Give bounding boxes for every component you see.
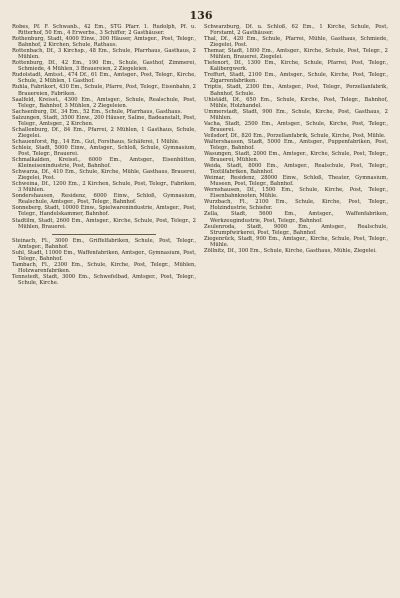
gazetteer-entry: Schallenburg, Df., 84 Em., Pfarrei, 2 Mühlen, 1 Gasthaus, Schule, Ziegelei.: [12, 126, 196, 139]
gazetteer-entry: Rottenburg, Df., 42 Em., 190 Em., Schule, Gasthof, Zimmerei, Schmiede, 4 Mühlen, 3 Brauereien, 2 Ziegeleien.: [12, 60, 196, 73]
gazetteer-entry: Rudolstadt, Amtsst., 474 Df., 61 Em., Amtsger., Post, Telegr., Kirche, Schule, 2 Mühlen, 1 Gasthof.: [12, 72, 196, 85]
text-columns: [12, 24, 390, 590]
gazetteer-entry: Wasungen, Stadt, 2000 Em., Amtsger., Kirche, Schule, Post, Telegr., Brauerei, Mühlen.: [204, 150, 388, 164]
gazetteer-entry: Zella, Stadt, 5600 Em., Amtsger., Waffenfabriken, Werkzeugindustrie, Post, Telegr., Bahnhof.: [204, 211, 388, 224]
gazetteer-entry: Sonneberg, Stadt, 10000 Einw., Spielwarenindustrie, Amtsger., Post, Telegr., Handelskammer, Bahnhof.: [12, 205, 196, 218]
gazetteer-entry: Sondershausen, Residenz, 6000 Einw., Schloß, Gymnasium, Realschule, Amtsger., Post, Telegr., Bahnhof.: [12, 193, 196, 206]
gazetteer-entry: Schweina, Df., 1200 Em., 2 Kirchen, Schule, Post, Telegr., Fabriken, 3 Mühlen.: [12, 181, 196, 194]
gazetteer-entry: Ummerstadt, Stadt, 900 Em., Schule, Kirche, Post, Gasthaus, 2 Mühlen.: [204, 108, 388, 121]
left-column: [12, 24, 196, 590]
gazetteer-entry: Suhl, Stadt, 11000 Em., Waffenfabriken, Amtsger., Gymnasium, Post, Telegr., Bahnhof.: [12, 249, 196, 262]
gazetteer-entry: Schwarzburg, Df. u. Schloß, 62 Em., 1 Kirche, Schule, Post, Forstamt, 2 Gasthäuser.: [204, 24, 388, 37]
gazetteer-entry: Zöllnitz, Df., 300 Em., Schule, Kirche, Gasthaus, Mühle, Ziegelei.: [204, 247, 377, 254]
gazetteer-entry: Schmalkalden, Kreisst., 6000 Em., Amtsger., Eisenhütten, Kleineisenindustrie, Post, Bahnhof.: [12, 157, 196, 170]
gazetteer-entry: Tiefenort, Df., 1300 Em., Kirche, Schule, Pfarrei, Post, Telegr., Kalibergwerk.: [204, 60, 388, 73]
gazetteer-entry: Ruhla, Fabrikort, 430 Em., Schule, Pfarre, Post, Telegr., Eisenbahn, 2 Brauereien, Fabriken.: [12, 84, 196, 97]
gazetteer-entry: Wernshausen, Df., 1500 Em., Schule, Kirche, Post, Telegr., Eisenbahnknoten, Mühle.: [204, 187, 388, 200]
gazetteer-entry: Uhlstädt, Df., 650 Em., Schule, Kirche, Post, Telegr., Bahnhof, Mühle, Holzhandel.: [204, 96, 388, 109]
gazetteer-entry: Waltershausen, Stadt, 5000 Em., Amtsger., Puppenfabriken, Post, Telegr., Bahnhof.: [204, 138, 388, 151]
gazetteer-entry: Stadtilm, Stadt, 2600 Em., Amtsger., Kirche, Schule, Post, Telegr., 2 Mühlen, Brauerei.: [12, 217, 196, 230]
gazetteer-entry: Sachsenburg, Df., 34 Em., 52 Em., Schule, Pfarrhaus, Gasthaus.: [12, 108, 183, 115]
gazetteer-entry: Steinach, Fl., 3000 Em., Griffelfabriken, Schule, Post, Telegr., Amtsger., Bahnhof.: [12, 237, 196, 250]
gazetteer-entry: Rothenburg, Stadt, 4000 Einw., 300 Häuser, Amtsger., Post, Telegr., Bahnhof, 2 Kirchen, Schule, Rathaus.: [12, 36, 196, 49]
gazetteer-entry: Saalfeld, Kreisst., 4300 Em., Amtsger., Schule, Realschule, Post, Telegr., Bahnhof, 3 Mühlen, 2 Ziegeleien.: [12, 96, 196, 109]
gazetteer-entry: Vacha, Stadt, 2500 Em., Amtsger., Schule, Kirche, Post, Telegr., Brauerei.: [204, 120, 388, 133]
gazetteer-entry: Weida, Stadt, 8000 Em., Amtsger., Realschule, Post, Telegr., Textilfabriken, Bahnhof.: [204, 163, 388, 176]
gazetteer-entry: Tambach, Fl., 2300 Em., Schule, Kirche, Post, Telegr., Mühlen, Holzwarenfabriken.: [12, 261, 196, 274]
page-number: 136: [189, 9, 213, 22]
section-divider: [52, 234, 156, 235]
gazetteer-entry: Tennstedt, Stadt, 3000 Em., Schwefelbad, Amtsger., Post, Telegr., Schule, Kirche.: [12, 273, 196, 286]
gazetteer-entry: Robes, Pf. F. Schwanb., 42 Em., STG Pfarr. 1. Rudolph, Pf. u. Ritterhof, 50 Em., 4 Erwerbs., 3 Schiffer, 2 Gasthäuser.: [12, 24, 196, 37]
gazetteer-entry: Zeulenroda, Stadt, 9000 Em., Amtsger., Realschule, Strumpfwirkerei, Post, Telegr., Bahnhof.: [204, 223, 388, 236]
right-column: [204, 24, 388, 590]
gazetteer-entry: Salzungen, Stadt, 3500 Einw., 200 Häuser, Saline, Badeanstalt, Post, Telegr., Amtsger., 2 Kirchen.: [12, 114, 196, 127]
gazetteer-entry: Themar, Stadt, 1800 Em., Amtsger., Kirche, Schule, Post, Telegr., 2 Mühlen, Brauerei, Ziegelei.: [204, 48, 388, 61]
gazetteer-entry: Thal, Df., 420 Em., Schule, Pfarrei, Mühle, Gasthaus, Schmiede, Ziegelei, Post.: [204, 36, 388, 49]
gazetteer-entry: Veilsdorf, Df., 820 Em., Porzellanfabrik, Schule, Kirche, Post, Mühle.: [204, 132, 386, 139]
gazetteer-entry: Schauenforst, Rg., 14 Em., Gut, Forsthaus, Schäferei, 1 Mühle.: [12, 138, 180, 145]
gazetteer-entry: Ziegenrück, Stadt, 900 Em., Amtsger., Kirche, Schule, Post, Telegr., Mühle.: [204, 235, 388, 248]
gazetteer-entry: Wurzbach, Fl., 2100 Em., Schule, Kirche, Post, Telegr., Holzindustrie, Schiefer.: [204, 199, 388, 212]
gazetteer-entry: Schwarza, Df., 410 Em., Schule, Kirche, Mühle, Gasthaus, Brauerei, Ziegelei, Post.: [12, 169, 196, 182]
gazetteer-entry: Weimar, Residenz, 28000 Einw., Schloß, Theater, Gymnasium, Museen, Post, Telegr., Bahnhof.: [204, 175, 388, 188]
gazetteer-entry: Triptis, Stadt, 2300 Em., Amtsger., Post, Telegr., Porzellanfabrik, Bahnhof, Schule.: [204, 84, 388, 97]
gazetteer-entry: Rottenbach, Df., 3 Kirchsp., 48 Em., Schule, Pfarrhaus, Gasthaus, 2 Mühlen.: [12, 48, 196, 61]
gazetteer-entry: Schleiz, Stadt, 5000 Einw., Amtsger., Schloß, Schule, Gymnasium, Post, Telegr., Brauerei.: [12, 144, 196, 157]
gazetteer-entry: Treffurt, Stadt, 2100 Em., Amtsger., Schule, Kirche, Post, Telegr., Zigarrenfabriken.: [204, 72, 388, 85]
